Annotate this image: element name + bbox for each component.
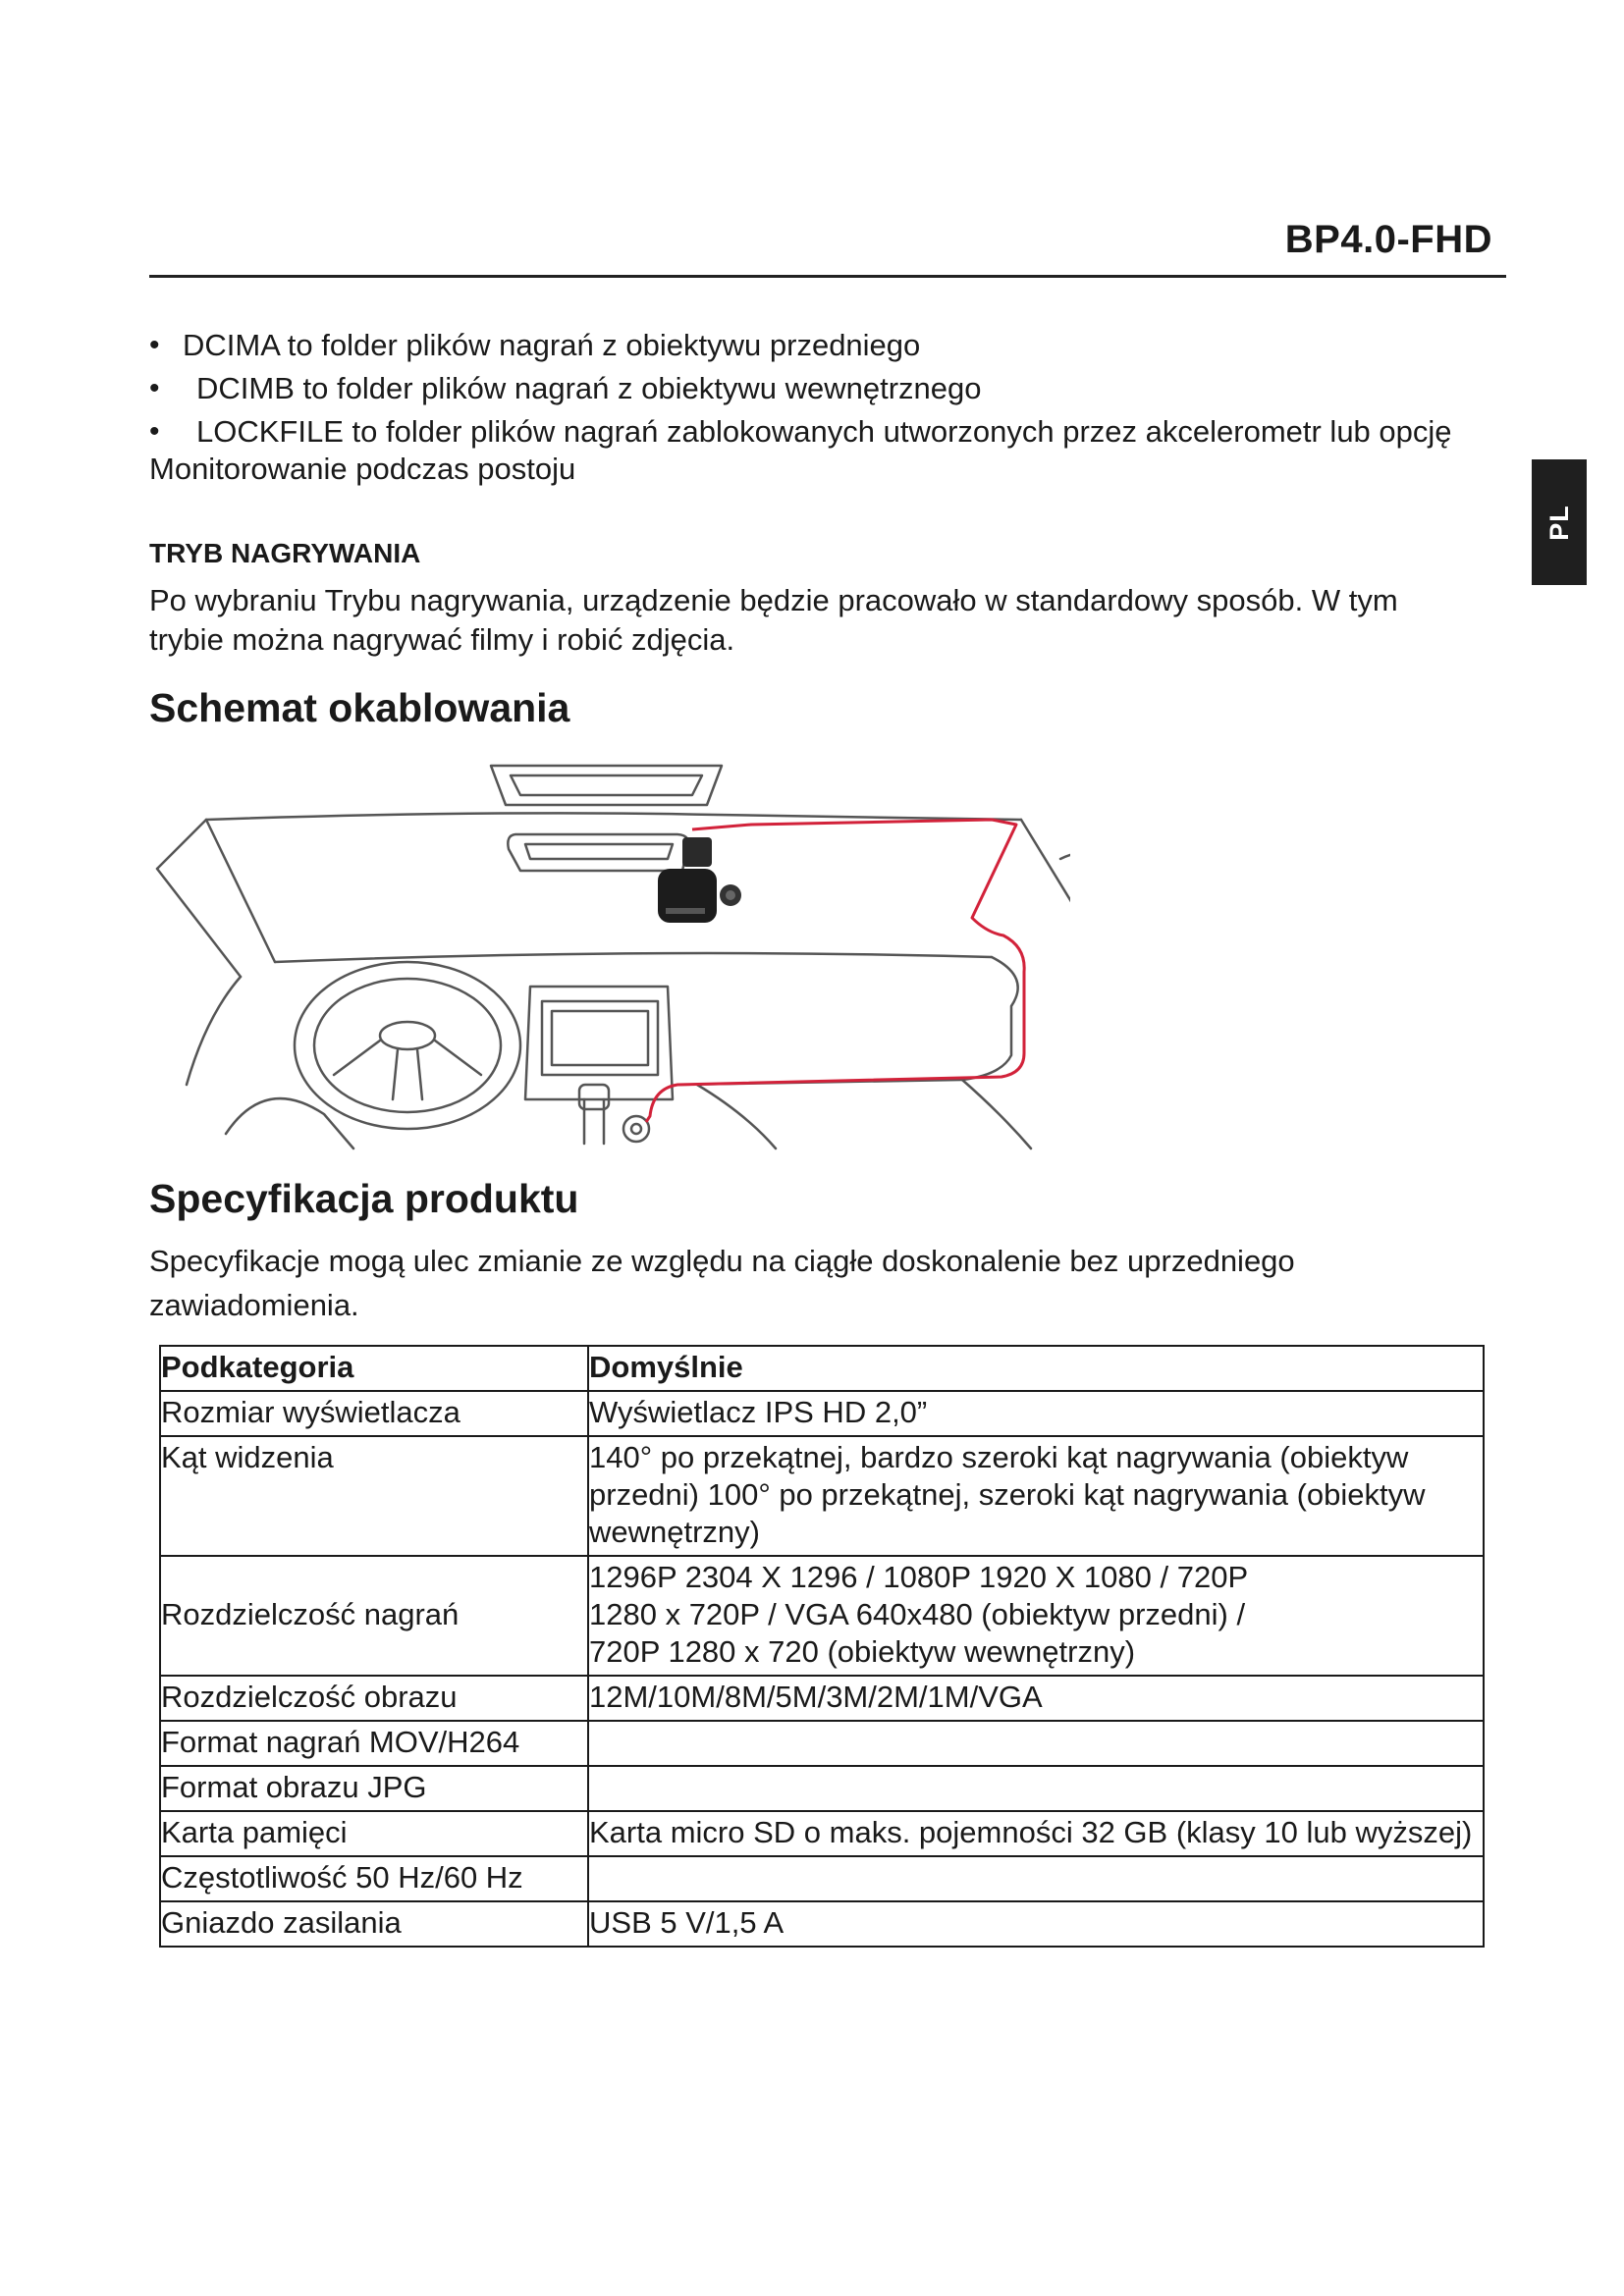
list-item (149, 369, 1504, 412)
spec-value (588, 1856, 1484, 1901)
table-row (160, 1811, 1484, 1856)
spec-value (588, 1811, 1484, 1856)
value-line: 12M/10M/8M/5M/3M/2M/1M/VGA (589, 1680, 1043, 1714)
paragraph-line: Po wybraniu Trybu nagrywania, urządzenie będzie pracowało w standardowy sposób. W tym (149, 583, 1398, 617)
value-line: 1296P 2304 X 1296 / 1080P 1920 X 1080 / 720P (589, 1560, 1249, 1594)
spec-label: Rozdzielczość obrazu (160, 1676, 588, 1721)
left-pillar (206, 820, 275, 962)
table-row (160, 1676, 1484, 1721)
value-line: Wyświetlacz IPS HD 2,0” (589, 1395, 928, 1429)
rear-mirror (508, 834, 688, 871)
table-row (160, 1856, 1484, 1901)
language-tab (1532, 459, 1587, 585)
bullet-continuation: Monitorowanie podczas postoju (149, 452, 576, 486)
spec-label: Gniazdo zasilania (160, 1901, 588, 1947)
value-line: USB 5 V/1,5 A (589, 1905, 785, 1940)
value-line: Karta micro SD o maks. pojemności 32 GB (klasy 10 lub wyższej) (589, 1815, 1473, 1849)
table-row (160, 1766, 1484, 1811)
power-socket (623, 1116, 649, 1142)
value-line: 720P 1280 x 720 (obiektyw wewnętrzny) (589, 1634, 1136, 1669)
table-row (160, 1391, 1484, 1436)
bullet-text: DCIMB to folder plików nagrań z obiektywu wewnętrznego (196, 371, 982, 405)
table-row (160, 1721, 1484, 1766)
spec-value (588, 1556, 1484, 1676)
spec-table (159, 1345, 1485, 1948)
overhead-console (491, 766, 722, 805)
spec-label: Karta pamięci (160, 1811, 588, 1856)
dashboard-line (275, 953, 992, 962)
value-line: wewnętrzny) (589, 1515, 760, 1549)
center-console (525, 987, 673, 1099)
spec-label: Format obrazu JPG (160, 1766, 588, 1811)
spec-value (588, 1436, 1484, 1556)
header-divider (149, 275, 1506, 278)
language-tab-label: PL (1543, 504, 1574, 541)
document-model-title: BP4.0-FHD (1284, 218, 1492, 261)
value-line (589, 1769, 1483, 1806)
spec-label: Rozdzielczość nagrań (160, 1556, 588, 1676)
column-header: Domyślnie (588, 1346, 1484, 1391)
spec-label: Częstotliwość 50 Hz/60 Hz (160, 1856, 588, 1901)
table-row (160, 1436, 1484, 1556)
value-line (589, 1724, 1483, 1761)
bullet-icon: • (149, 372, 160, 404)
bullet-icon: • (149, 415, 160, 448)
wiring-heading: Schemat okablowania (149, 685, 570, 730)
note-line: zawiadomienia. (149, 1288, 359, 1322)
bullet-text: DCIMA to folder plików nagrań z obiektywu przedniego (183, 328, 921, 362)
table-row (160, 1556, 1484, 1676)
recording-mode-heading: TRYB NAGRYWANIA (149, 538, 421, 568)
spec-label: Kąt widzenia (160, 1436, 588, 1556)
folder-bullet-list (149, 326, 1504, 489)
table-header-row (160, 1346, 1484, 1391)
note-line: Specyfikacje mogą ulec zmianie ze względu na ciągłe doskonalenie bez uprzedniego (149, 1244, 1295, 1278)
list-item (149, 326, 1504, 369)
spec-value (588, 1901, 1484, 1947)
paragraph-line: trybie można nagrywać filmy i robić zdjęcia. (149, 622, 735, 657)
value-line: 1280 x 720P / VGA 640x480 (obiektyw przedni) / (589, 1597, 1246, 1631)
table-row (160, 1901, 1484, 1947)
wiring-diagram (147, 761, 1070, 1153)
spec-label: Rozmiar wyświetlacza (160, 1391, 588, 1436)
windshield-top-line (206, 813, 1021, 820)
value-line: 140° po przekątnej, bardzo szeroki kąt nagrywania (obiektyw (589, 1440, 1409, 1474)
column-header: Podkategoria (160, 1346, 588, 1391)
value-line: przedni) 100° po przekątnej, szeroki kąt nagrywania (obiektyw (589, 1477, 1426, 1512)
spec-value (588, 1676, 1484, 1721)
spec-value (588, 1721, 1484, 1766)
spec-note (149, 1239, 1386, 1327)
steering-wheel (295, 962, 520, 1129)
spec-value (588, 1766, 1484, 1811)
bullet-icon: • (149, 329, 160, 361)
spec-label: Format nagrań MOV/H264 (160, 1721, 588, 1766)
recording-mode-paragraph (149, 581, 1504, 660)
value-line (589, 1859, 1483, 1896)
bullet-text: LOCKFILE to folder plików nagrań zablokowanych utworzonych przez akcelerometr lub opcję (196, 414, 1452, 449)
spec-value (588, 1391, 1484, 1436)
spec-heading: Specyfikacja produktu (149, 1176, 579, 1221)
